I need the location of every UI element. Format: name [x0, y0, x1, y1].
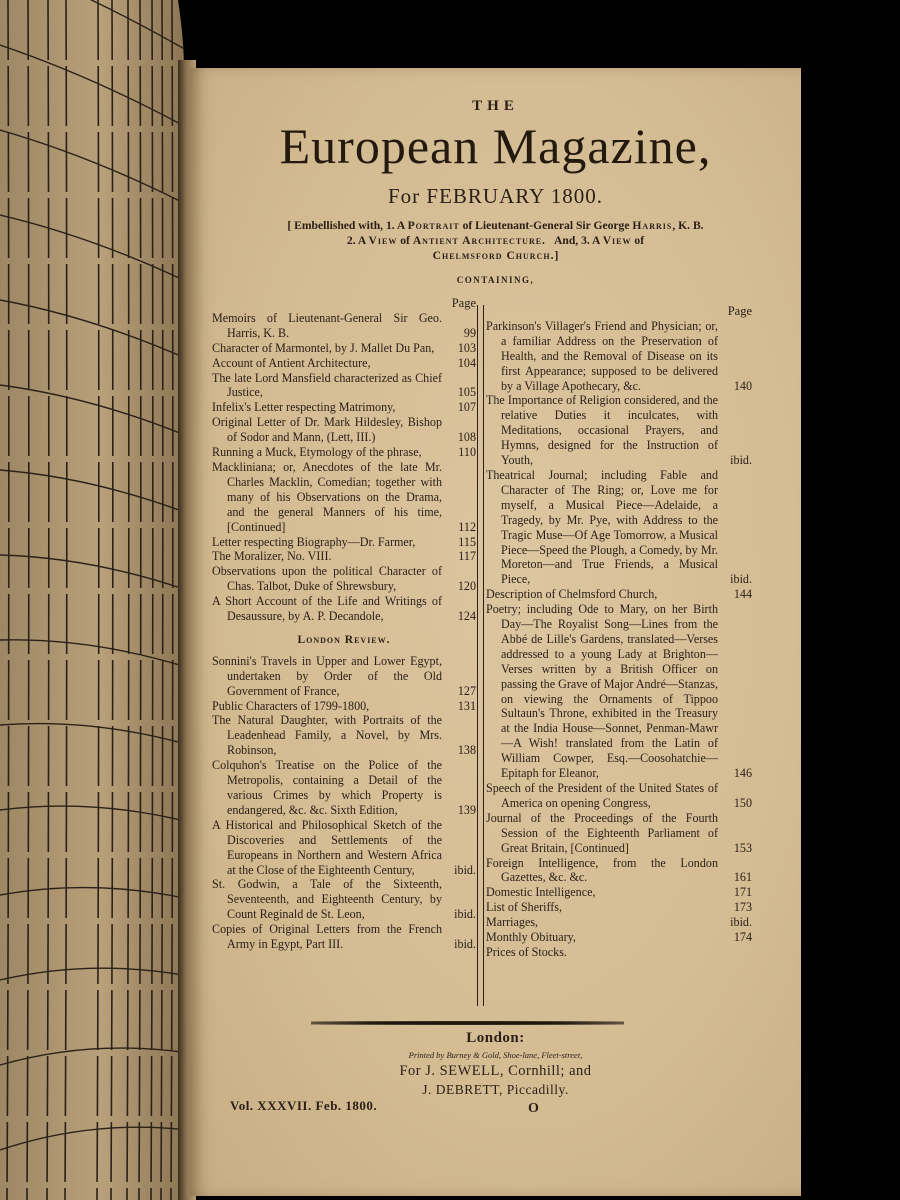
contents-left-column: [212, 296, 476, 952]
publisher-line-1: For J. SEWELL, Cornhill; and: [399, 1063, 592, 1079]
entry-title: Running a Muck, Etymology of the phrase,: [212, 445, 422, 460]
entry-page-number: ibid.: [730, 453, 752, 468]
entry-title: Speech of the President of the United States of America on opening Congress,: [486, 781, 718, 810]
entry-page-number: ibid.: [454, 907, 476, 922]
entry-title: Character of Marmontel, by J. Mallet Du Pan,: [212, 340, 435, 355]
entry-page-number: 171: [733, 885, 752, 900]
publisher-line-2: J. DEBRETT, Piccadilly.: [422, 1082, 569, 1097]
entry-title: Mackliniana; or, Anecdotes of the late Mr. Charles Macklin, Comedian; together with many of his Observations on the Drama, and the general Manners of his time, [Continued]: [212, 459, 442, 534]
contents-entry: [212, 594, 476, 624]
entry-title: Letter respecting Biography—Dr. Farmer,: [212, 534, 416, 549]
entry-page-number: ibid.: [454, 862, 476, 877]
entry-title: Prices of Stocks.: [486, 944, 567, 959]
entry-title: The Moralizer, No. VIII.: [212, 549, 332, 564]
entry-page-number: 139: [457, 802, 476, 817]
entry-title: The late Lord Mansfield characterized as Chief Justice,: [212, 370, 442, 400]
contents-entry: [212, 445, 476, 460]
contents-entry: [486, 856, 752, 886]
contents-entry: [486, 319, 752, 394]
column-divider: [477, 305, 484, 1006]
contents-entry: [212, 654, 476, 699]
entry-page-number: 144: [733, 587, 752, 602]
contents-entry: [486, 945, 752, 960]
entry-page-number: 110: [458, 445, 476, 460]
entry-page-number: 103: [457, 340, 476, 355]
london-review-heading: London Review.: [297, 633, 391, 646]
contents-entry: [486, 781, 752, 811]
entry-page-number: 105: [457, 385, 476, 400]
entry-page-number: ibid.: [730, 572, 752, 587]
imprint-city: London:: [466, 1030, 525, 1046]
entry-title: Foreign Intelligence, from the London Gazettes, &c. &c.: [486, 855, 718, 885]
entry-page-number: 99: [463, 325, 476, 340]
entry-title: A Short Account of the Life and Writings of Desaussure, by A. P. Decandole,: [212, 594, 442, 624]
entry-page-number: 140: [733, 378, 752, 393]
entry-title: Original Letter of Dr. Mark Hildesley, Bishop of Sodor and Mann, (Lett, III.): [212, 415, 442, 445]
entry-title: A Historical and Philosophical Sketch of the Discoveries and Settlements of the Europeans in Northern and Western Africa at the Close of the Eighteenth Century,: [212, 817, 442, 877]
contents-entry: [486, 930, 752, 945]
contents-entry: [212, 415, 476, 445]
page-column-label: Page: [727, 304, 752, 318]
contents-entry: [486, 900, 752, 915]
entry-page-number: 174: [733, 930, 752, 945]
entry-title: Description of Chelmsford Church,: [486, 587, 658, 602]
entry-page-number: 173: [733, 900, 752, 915]
entry-title: Memoirs of Lieutenant-General Sir Geo. Harris, K. B.: [212, 310, 442, 340]
entry-page-number: 153: [733, 840, 752, 855]
entry-page-number: 104: [457, 355, 476, 370]
contents-entry: [212, 699, 476, 714]
contents-list-right: [486, 319, 752, 960]
entry-page-number: 131: [457, 698, 476, 713]
entry-page-number: 150: [733, 795, 752, 810]
entry-title: Colquhon's Treatise on the Police of the Metropolis, containing a Detail of the various Crimes by which Property is endangered, &c. &c. Sixth Edition,: [212, 758, 442, 817]
contents-entry: [486, 393, 752, 468]
entry-title: Observations upon the political Character of Chas. Talbot, Duke of Shrewsbury,: [212, 564, 442, 594]
page-column-label: Page: [451, 296, 476, 310]
volume-line: Vol. XXXVII. Feb. 1800.: [230, 1098, 378, 1113]
entry-page-number: ibid.: [730, 915, 752, 930]
contents-entry: [212, 371, 476, 401]
entry-page-number: 138: [457, 743, 476, 758]
contents-entry: [486, 468, 752, 587]
contents-right-column: [486, 304, 752, 960]
embellishments-note: [ Embellished with, 1. A Portrait of Lieutenant-General Sir George Harris, K. B. 2. A View of Antient Architecture. And, 3. A View of Chelmsford Church.]: [287, 219, 704, 262]
contents-entry: [212, 564, 476, 594]
magazine-title-page: [190, 68, 801, 1196]
entry-title: Domestic Intelligence,: [486, 885, 596, 900]
containing-heading: CONTAINING,: [456, 275, 535, 285]
entry-title: Sonnini's Travels in Upper and Lower Egypt, undertaken by Order of the Old Government of France,: [212, 653, 442, 698]
entry-page-number: 117: [458, 549, 476, 564]
contents-entry: [486, 811, 752, 856]
signature-mark: O: [528, 1101, 539, 1116]
entry-title: Theatrical Journal; including Fable and Character of The Ring; or, Love me for myself, a Musical Piece—Adelaide, a Tragedy, by Mr. Pye, with Address to the Tragic Muse—Of Age Tomorrow, a Musical Piece—Speed the Plough, a Comedy, by Mr. Moreton—and True Friends, a Musical Piece,: [486, 467, 718, 587]
entry-page-number: 107: [457, 400, 476, 415]
entry-page-number: 115: [458, 534, 476, 549]
entry-page-number: 112: [458, 519, 476, 534]
title-article: THE: [472, 98, 519, 114]
contents-entry: [212, 311, 476, 341]
contents-entry: [486, 587, 752, 602]
entry-title: St. Godwin, a Tale of the Sixteenth, Seventeenth, and Eighteenth Century, by Count Reginald de St. Leon,: [212, 877, 442, 922]
contents-list-review: [212, 654, 476, 952]
entry-title: Account of Antient Architecture,: [212, 355, 371, 370]
contents-entry: [212, 356, 476, 371]
entry-page-number: 124: [457, 609, 476, 624]
entry-title: Monthly Obituary,: [486, 930, 576, 945]
entry-title: Copies of Original Letters from the French Army in Egypt, Part III.: [212, 922, 442, 952]
contents-entry: [212, 549, 476, 564]
entry-page-number: ibid.: [454, 937, 476, 952]
entry-title: The Natural Daughter, with Portraits of the Leadenhead Family, a Novel, by Mrs. Robinson,: [212, 713, 442, 758]
contents-entry: [212, 758, 476, 818]
contents-entry: [212, 341, 476, 356]
entry-page-number: 127: [457, 683, 476, 698]
entry-title: Infelix's Letter respecting Matrimony,: [212, 400, 396, 415]
contents-list-left: [212, 311, 476, 624]
contents-entry: [212, 818, 476, 878]
entry-title: List of Sheriffs,: [486, 900, 563, 915]
ornamental-rule: [311, 1021, 624, 1025]
contents-entry: [212, 922, 476, 952]
magazine-title: European Magazine,: [279, 118, 712, 174]
entry-title: Poetry; including Ode to Mary, on her Birth Day—The Royalist Song—Lines from the Abbé de Lille's Gardens, translated—Verses addressed to a young Lady at Brighton—Verses written by a British Officer on passing the Grave of Major André—Stanzas, on viewing the Ornaments of Tippoo Sultaun's Throne, exhibited in the Treasury at the India House—Sonnet, Penman-Mawr—A Wish! translated from the Latin of William Cowper, Esq.—Coosohatchie—Epitaph for Eleanor,: [486, 602, 718, 781]
printer-line: Printed by Burney & Gold, Shoe-lane, Fleet-street,: [408, 1050, 583, 1060]
entry-page-number: 120: [457, 579, 476, 594]
entry-page-number: 108: [457, 430, 476, 445]
contents-entry: [212, 713, 476, 758]
issue-date: For FEBRUARY 1800.: [387, 184, 603, 208]
entry-title: The Importance of Religion considered, and the relative Duties it inculcates, with Meditations, occasional Prayers, and Hymns, designed for the Instruction of Youth,: [486, 393, 718, 468]
entry-title: Parkinson's Villager's Friend and Physician; or, a familiar Address on the Preservation of Health, and the Removal of Disease on its first Appearance; supposed to be delivered by a Village Apothecary, &c.: [486, 318, 718, 393]
entry-title: Public Characters of 1799-1800,: [212, 698, 370, 713]
entry-title: Journal of the Proceedings of the Fourth Session of the Eighteenth Parliament of Great Britain, [Continued]: [486, 810, 718, 855]
contents-entry: [212, 400, 476, 415]
entry-title: Marriages,: [486, 915, 539, 930]
contents-entry: [212, 877, 476, 922]
contents-entry: [486, 885, 752, 900]
contents-entry: [486, 602, 752, 781]
facing-ledger-page: [0, 0, 192, 1200]
contents-entry: [212, 535, 476, 550]
contents-entry: [486, 915, 752, 930]
entry-page-number: 146: [733, 766, 752, 781]
entry-page-number: 161: [733, 870, 752, 885]
contents-entry: [212, 460, 476, 535]
